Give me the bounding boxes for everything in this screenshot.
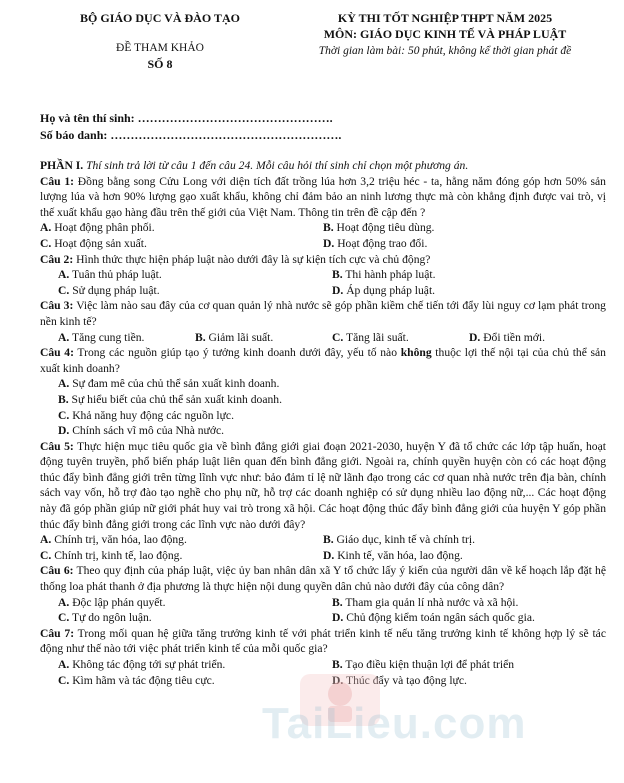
- question-emphasis: không: [400, 346, 432, 360]
- q5-option-c[interactable]: C. Chính trị, kinh tế, lao động.: [40, 548, 183, 562]
- question-5: [40, 439, 606, 533]
- question-label: Câu 6:: [40, 564, 74, 578]
- q4-option-d[interactable]: D. Chính sách vĩ mô của Nhà nước.: [58, 424, 225, 438]
- q4-option-c[interactable]: C. Khả năng huy động các nguồn lực.: [58, 408, 234, 422]
- q6-option-a[interactable]: A. Độc lập phán quyết.: [58, 595, 166, 609]
- subject-title: MÔN: GIÁO DỤC KINH TẾ VÀ PHÁP LUẬT: [323, 27, 567, 41]
- q7-options-row-1: [40, 657, 606, 673]
- q3-option-c[interactable]: C. Tăng lãi suất.: [332, 330, 409, 344]
- part-instruction: Thí sinh trả lời từ câu 1 đến câu 24. Mỗi câu hỏi thí sinh chỉ chọn một phương án.: [86, 159, 469, 172]
- part-title: PHẦN I.: [40, 159, 84, 172]
- q1-options-row-1: [40, 220, 606, 236]
- question-2: [40, 252, 606, 268]
- question-text: Thực hiện mục tiêu quốc gia về bình đẳng giới giai đoạn 2021-2030, huyện Y đã tổ chức các lớp tập huấn, hoạt động tuyên truyền, phổ biến pháp luật liên quan đến bình đẳng giới. Ngoài ra, chính quyền huyện còn có các hoạt động thúc đẩy bình đẳng giới trên từng lĩnh vực như: bảo đảm tỉ lệ nữ lãnh đạo trong các cơ quan nhà nước trên địa bàn, chính sách vay vốn, hỗ trợ đào tạo nghề cho phụ nữ, hỗ trợ các doanh nghiệp có sử dụng nhiều lao động nữ,... Các hoạt động này đã góp phần giúp nữ giới phát huy vai trò trong xã hội. Các hoạt động thúc đẩy bình đẳng giới của huyện Y góp phần thúc đẩy bình đẳng giới trong các lĩnh vực nào dưới đây?: [40, 439, 606, 531]
- candidate-id-line: Số báo danh: ………………………………………………….: [40, 128, 342, 142]
- exam-content: [40, 158, 606, 688]
- question-3: [40, 298, 606, 329]
- question-7: [40, 626, 606, 657]
- question-label: Câu 3:: [40, 299, 74, 313]
- q3-options-row: [40, 330, 606, 346]
- header-left: [40, 10, 280, 72]
- q6-options-row-2: [40, 610, 606, 626]
- q2-option-c[interactable]: C. Sử dụng pháp luật.: [58, 283, 160, 297]
- q7-option-a[interactable]: A. Không tác động tới sự phát triển.: [58, 658, 226, 671]
- question-1: [40, 174, 606, 221]
- q6-option-b[interactable]: B. Tham gia quản lí nhà nước và xã hội.: [332, 595, 519, 609]
- q7-options-row-2: [40, 673, 606, 689]
- watermark-text: TaiLieu.com: [262, 699, 527, 748]
- q6-options-row-1: [40, 595, 606, 611]
- q2-option-a[interactable]: A. Tuân thủ pháp luật.: [58, 268, 162, 282]
- question-label: Câu 7:: [40, 626, 75, 640]
- question-text: Đồng bằng song Cửu Long với diện tích đất trồng lúa hơn 3,2 triệu héc - ta, hằng năm đóng góp hơn 50% sản lượng lúa và hơn 90% lượng gạo xuất khẩu, không chỉ đảm bảo an ninh lương thực mà còn khẳng định được vai trò, vị thế xuất khẩu gạo hàng đầu trên thế giới của Việt Nam. Thông tin trên đề cập đến ?: [40, 174, 606, 219]
- question-text: Việc làm nào sau đây của cơ quan quản lý nhà nước sẽ góp phần kiềm chế tiến tới đẩy lùi nguy cơ lạm phát trong nền kinh tế?: [40, 299, 606, 328]
- doc-type: ĐỀ THAM KHẢO: [116, 42, 204, 54]
- exam-time: Thời gian làm bài: 50 phút, không kể thời gian phát đề: [318, 45, 572, 57]
- q7-option-d[interactable]: D. Thúc đẩy và tạo động lực.: [332, 673, 467, 687]
- question-label: Câu 1:: [40, 174, 75, 188]
- q5-options-row-2: [40, 548, 606, 564]
- q6-option-d[interactable]: D. Chủ động kiểm toán ngân sách quốc gia.: [332, 611, 535, 625]
- q2-option-d[interactable]: D. Áp dụng pháp luật.: [332, 283, 436, 297]
- q1-option-b[interactable]: B. Hoạt động tiêu dùng.: [323, 221, 435, 235]
- q6-option-c[interactable]: C. Tự do ngôn luận.: [58, 611, 152, 625]
- question-label: Câu 2:: [40, 252, 74, 266]
- question-text: Trong mối quan hệ giữa tăng trưởng kinh tế với phát triển kinh tế nếu tăng trưởng kinh tế không hợp lý sẽ tác động như thế nào tới việc phát triển kinh tế của mỗi quốc gia?: [40, 626, 606, 656]
- question-label: Câu 5:: [40, 439, 74, 453]
- q5-option-b[interactable]: B. Giáo dục, kinh tế và chính trị.: [323, 533, 475, 547]
- question-6: [40, 563, 606, 594]
- question-text-after: thuộc lợi thế nội tại của chủ thể sản xuất kinh doanh?: [40, 346, 606, 375]
- q7-option-c[interactable]: C. Kìm hãm và tác động tiêu cực.: [58, 673, 215, 687]
- q4-option-a[interactable]: A. Sự đam mê của chủ thể sản xuất kinh doanh.: [58, 377, 280, 391]
- q4-option-b[interactable]: B. Sự hiểu biết của chủ thể sản xuất kinh doanh.: [58, 392, 282, 406]
- q3-option-d[interactable]: D. Đổi tiền mới.: [469, 330, 546, 344]
- exam-number: SỐ 8: [147, 57, 173, 71]
- q7-option-b[interactable]: B. Tạo điều kiện thuận lợi để phát triển: [332, 658, 515, 671]
- question-text: Hình thức thực hiện pháp luật nào dưới đây là sự kiện tích cực và chủ động?: [76, 252, 431, 266]
- question-text-before: Trong các nguồn giúp tạo ý tưởng kinh doanh dưới đây, yếu tố nào: [77, 346, 398, 360]
- part-heading: [40, 158, 606, 174]
- q2-option-b[interactable]: B. Thi hành pháp luật.: [332, 268, 436, 282]
- q1-option-c[interactable]: C. Hoạt động sản xuất.: [40, 236, 147, 250]
- q5-option-a[interactable]: A. Chính trị, văn hóa, lao động.: [40, 533, 187, 547]
- candidate-info: [40, 110, 600, 144]
- ministry-name: BỘ GIÁO DỤC VÀ ĐÀO TẠO: [80, 11, 240, 25]
- q5-option-d[interactable]: D. Kinh tế, văn hóa, lao động.: [323, 548, 463, 562]
- question-4: [40, 345, 606, 376]
- question-label: Câu 4:: [40, 346, 74, 360]
- q2-options-row-2: [40, 283, 606, 299]
- candidate-name-line: Họ và tên thí sinh: ………………………………………….: [40, 111, 333, 125]
- exam-title: KỲ THI TỐT NGHIỆP THPT NĂM 2025: [337, 11, 553, 25]
- q1-option-d[interactable]: D. Hoạt động trao đổi.: [323, 236, 428, 250]
- q1-option-a[interactable]: A. Hoạt động phân phối.: [40, 221, 155, 235]
- q2-options-row-1: [40, 267, 606, 283]
- question-text: Theo quy định của pháp luật, việc ủy ban nhân dân xã Y tổ chức lấy ý kiến của người dân về kế hoạch lắp đặt hệ thống loa phát thanh ở địa phương là thực hiện nội dung quyền dân chủ nào dưới đây của công dân?: [40, 564, 606, 594]
- q5-options-row-1: [40, 532, 606, 548]
- q1-options-row-2: [40, 236, 606, 252]
- q3-option-a[interactable]: A. Tăng cung tiền.: [58, 330, 145, 344]
- q3-option-b[interactable]: B. Giảm lãi suất.: [195, 330, 274, 344]
- header-right: [280, 10, 610, 59]
